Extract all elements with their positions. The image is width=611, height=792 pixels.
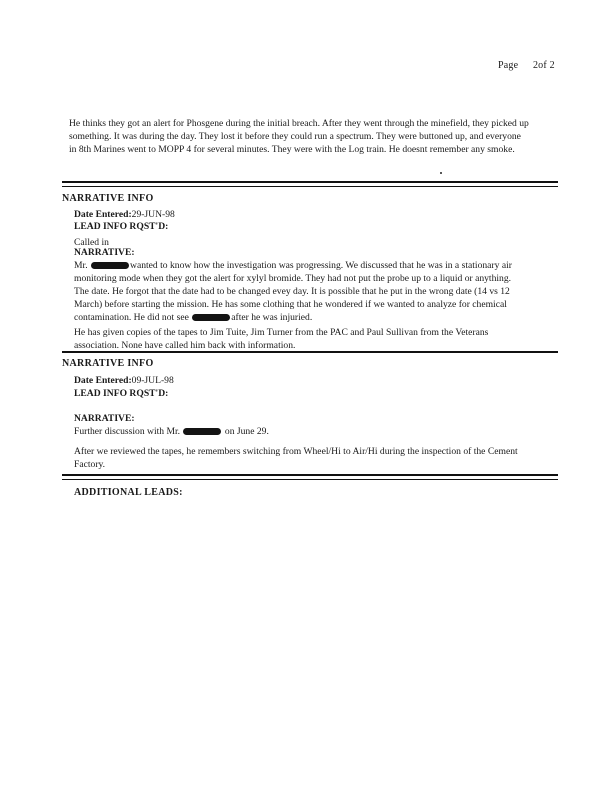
date-label: Date Entered: (74, 375, 132, 386)
intro-paragraph: He thinks they got an alert for Phosgene during the initial breach. After they went through the minefield, they picked up something. It was during the day. They lost it before they could run a spectrum. They were buttoned up, and everyone in 8th Marines went to MOPP 4 for several minutes. They were with the Log train. He doesnt remember any smoke. (69, 118, 529, 155)
narrative-label: NARRATIVE: (74, 247, 135, 258)
redaction-mark (91, 262, 129, 269)
narrative-label: NARRATIVE: (74, 413, 135, 424)
section-divider (62, 351, 558, 353)
narrative-paragraph (74, 425, 524, 438)
date-label: Date Entered: (74, 209, 132, 220)
narrative-suffix: on June 29. (224, 426, 269, 437)
narrative-paragraph-2: He has given copies of the tapes to Jim Tuite, Jim Turner from the PAC and Paul Sullivan from the Veterans association. None have called him back with information. (74, 327, 489, 351)
page-header (498, 60, 555, 71)
page-label: Page (498, 60, 519, 71)
section-divider (62, 474, 558, 476)
lead-info-label: LEAD INFO RQST'D: (74, 388, 169, 399)
redaction-mark (183, 428, 221, 435)
section-divider (62, 181, 558, 183)
date-entered (74, 375, 174, 386)
section-heading: NARRATIVE INFO (62, 193, 154, 204)
narrative-paragraph (74, 259, 524, 324)
narrative-body: wanted to know how the investigation was progressing. We discussed that he was in a stationary air monitoring mode when they got the alert for xylyl bromide. They had not put the probe up to a liquid or anything. The date. He forgot that the date had to be changed evey day. It is possible that he put in the wrong date (14 vs 12 March) before starting the mission. He has some clothing that he wondered if we wanted to analyze for chemical contamination. He did not see (74, 260, 512, 323)
narrative-body-end: after he was injuried. (231, 312, 313, 323)
redaction-mark (192, 314, 230, 321)
date-value: 29-JUN-98 (131, 209, 175, 220)
called-in-text: Called in (74, 237, 109, 248)
section-divider-thin (62, 186, 558, 187)
lead-info-label: LEAD INFO RQST'D: (74, 221, 169, 232)
date-entered (74, 209, 175, 220)
narrative-prefix: Further discussion with Mr. (74, 426, 181, 437)
page-number: 2of 2 (532, 60, 555, 71)
section-heading: NARRATIVE INFO (62, 358, 154, 369)
narrative-prefix: Mr. (74, 260, 88, 271)
date-value: 09-JUL-98 (131, 375, 174, 386)
stray-mark (440, 172, 442, 174)
section-divider-thin (62, 479, 558, 480)
additional-leads-label: ADDITIONAL LEADS: (74, 487, 183, 498)
narrative-paragraph-2: After we reviewed the tapes, he remembers switching from Wheel/Hi to Air/Hi during the inspection of the Cement Factory. (74, 446, 518, 470)
